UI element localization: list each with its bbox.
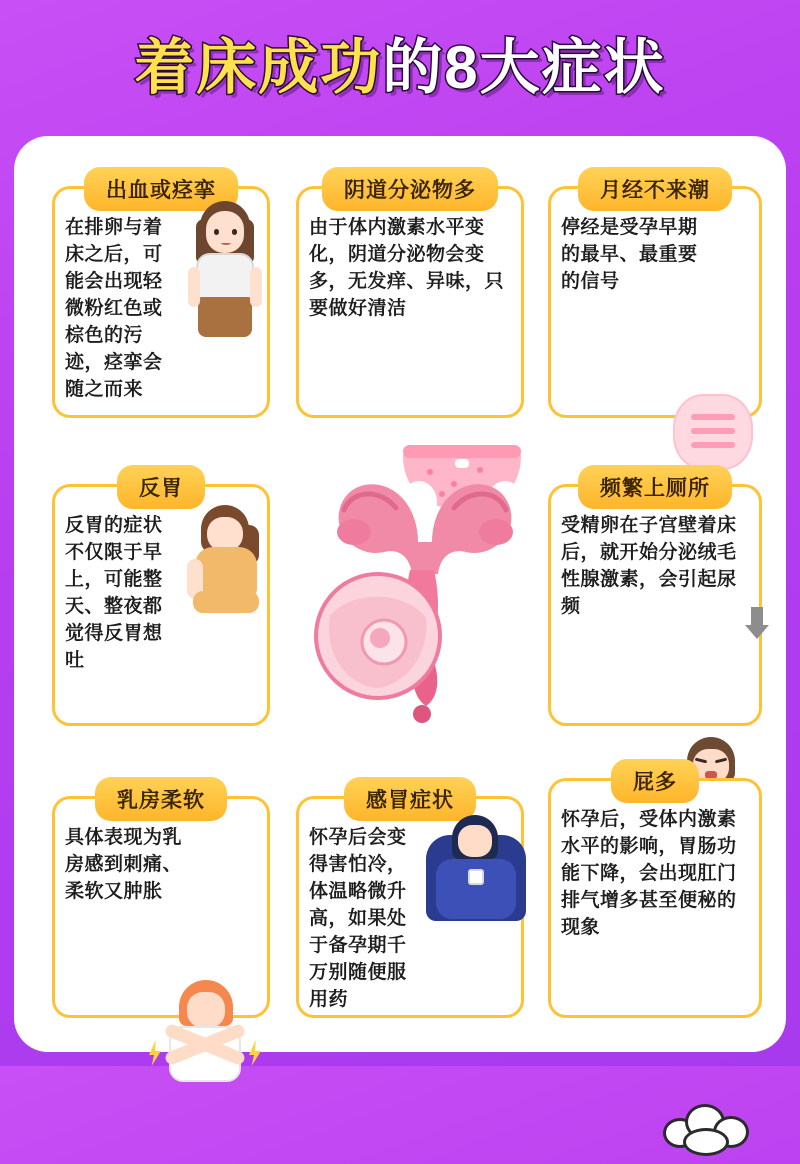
card-nausea <box>52 477 270 726</box>
card-text-vaginal-discharge: 由于体内激素水平变化，阴道分泌物会变多，无发痒、异味，只要做好清洁 <box>309 217 505 319</box>
card-title-frequent-urination: 频繁上厕所 <box>578 465 732 509</box>
card-title-missed-period: 月经不来潮 <box>578 167 732 211</box>
card-text-missed-period: 停经是受孕早期的最早、最重要的信号 <box>561 217 698 292</box>
title-segment-white: 的8大症状 <box>382 34 666 101</box>
card-text-cold-symptoms: 怀孕后会变得害怕冷，体温略微升高，如果处于备孕期千万别随便服用药 <box>309 827 407 1010</box>
uterus-anatomy-illustration <box>310 466 540 726</box>
card-text-nausea: 反胃的症状不仅限于早上，可能整天、整夜都觉得反胃想吐 <box>65 515 163 671</box>
card-text-frequent-urination: 受精卵在子宫壁着床后，就开始分泌绒毛性腺激素，会引起尿频 <box>561 515 737 617</box>
breast-pain-girl-illustration <box>149 980 261 1098</box>
card-text-breast-tenderness: 具体表现为乳房感到刺痛、柔软又肿胀 <box>65 827 183 902</box>
card-text-flatulence: 怀孕后，受体内激素水平的影响，胃肠功能下降，会出现肛门排气增多甚至便秘的现象 <box>561 809 737 938</box>
card-title-nausea: 反胃 <box>117 465 205 509</box>
content-board <box>14 136 786 1052</box>
card-flatulence <box>548 771 762 1018</box>
card-title-cold-symptoms: 感冒症状 <box>344 777 476 821</box>
card-breast-tenderness <box>52 789 270 1018</box>
card-bleeding-cramps <box>52 179 270 418</box>
card-title-breast-tenderness: 乳房柔软 <box>95 777 227 821</box>
card-missed-period <box>548 179 762 418</box>
title-segment-yellow: 着床成功 <box>134 34 383 101</box>
blanket-girl-illustration <box>420 807 511 927</box>
card-text-bleeding-cramps: 在排卵与着床之后，可能会出现轻微粉红色或棕色的污迹，痉挛会随之而来 <box>65 217 163 400</box>
card-title-vaginal-discharge: 阴道分泌物多 <box>322 167 498 211</box>
page-title <box>134 34 666 101</box>
card-cold-symptoms <box>296 789 524 1018</box>
card-title-bleeding-cramps: 出血或痉挛 <box>84 167 238 211</box>
fart-cloud-illustration <box>659 1100 755 1164</box>
card-title-flatulence: 屁多 <box>611 759 699 803</box>
vomiting-girl-illustration <box>177 495 257 621</box>
card-vaginal-discharge <box>296 179 524 418</box>
title-banner <box>0 0 800 128</box>
card-frequent-urination <box>548 477 762 726</box>
worried-girl-illustration <box>182 197 257 347</box>
sanitary-pad-illustration <box>665 388 761 476</box>
